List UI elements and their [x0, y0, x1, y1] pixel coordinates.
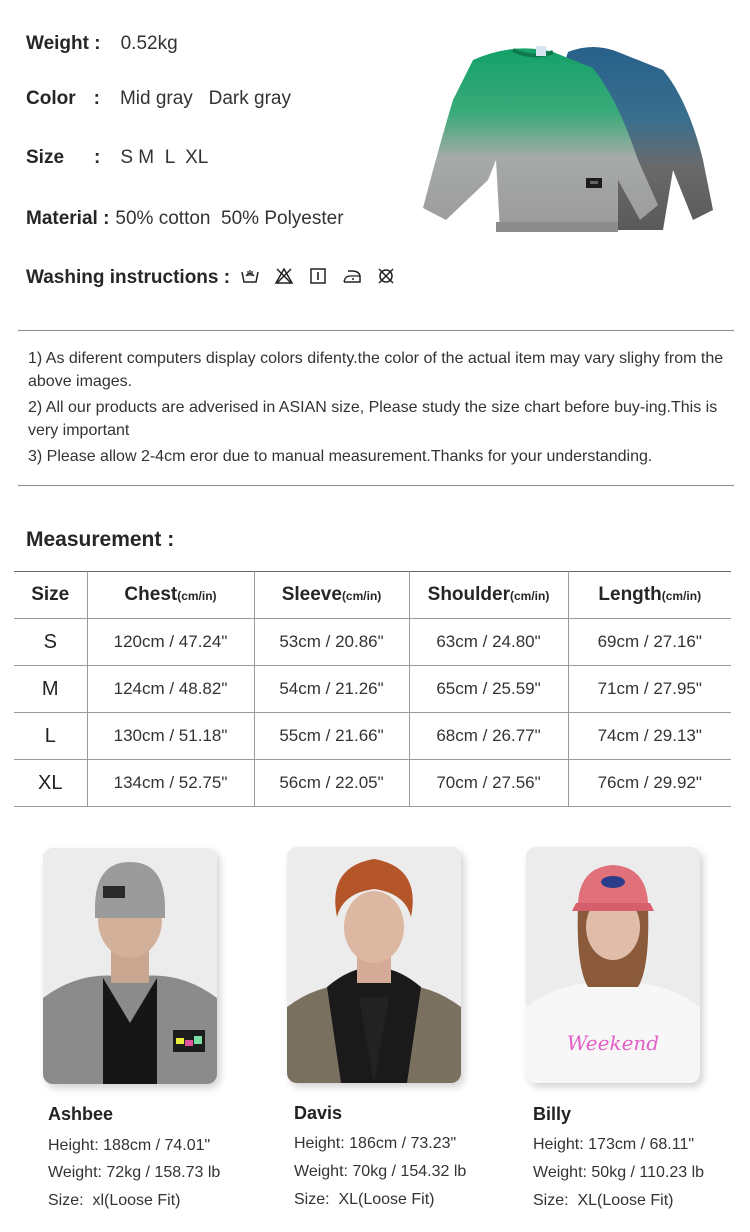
shoulder-cell: 70cm / 27.56" [409, 760, 568, 807]
do-not-dry-clean-icon [376, 267, 396, 285]
table-row [14, 713, 731, 760]
spec-weight [26, 33, 178, 55]
size-label: Size [26, 147, 65, 168]
chest-cell: 124cm / 48.82" [87, 666, 254, 713]
model-weight-billy: Weight: 50kg / 110.23 lb [533, 1164, 705, 1181]
sleeve-cell: 53cm / 20.86" [254, 619, 409, 666]
model-photo-davis [287, 847, 461, 1083]
do-not-bleach-icon [274, 267, 294, 285]
spec-color [26, 88, 291, 110]
size-cell: L [14, 713, 87, 760]
divider-bottom [18, 485, 734, 486]
model-size-billy: Size: XL(Loose Fit) [533, 1192, 674, 1209]
note-1: 1) As diferent computers display colors difenty.the color of the actual item may vary slighy from the above images. [28, 350, 724, 390]
size-colon: : [94, 147, 101, 168]
sleeve-cell: 55cm / 21.66" [254, 713, 409, 760]
measurement-title: Measurement : [26, 528, 175, 551]
color-label: Color [26, 88, 76, 109]
length-cell: 76cm / 29.92" [568, 760, 731, 807]
sleeve-cell: 56cm / 22.05" [254, 760, 409, 807]
shoulder-cell: 68cm / 26.77" [409, 713, 568, 760]
model-name-davis: Davis [294, 1103, 343, 1123]
model-name-ashbee: Ashbee [48, 1104, 114, 1124]
shoulder-cell: 65cm / 25.59" [409, 666, 568, 713]
size-chart-table [14, 571, 731, 807]
header-size: Size [14, 572, 87, 619]
model-size-davis: Size: XL(Loose Fit) [294, 1191, 435, 1208]
table-row [14, 760, 731, 807]
spec-washing [26, 265, 396, 289]
model-photo-billy [526, 847, 700, 1083]
length-cell: 71cm / 27.95" [568, 666, 731, 713]
iron-low-icon [342, 267, 362, 285]
model-height-davis: Height: 186cm / 73.23" [294, 1135, 457, 1152]
length-cell: 74cm / 29.13" [568, 713, 731, 760]
note-3: 3) Please allow 2-4cm eror due to manual measurement.Thanks for your understanding. [28, 448, 653, 465]
model-name-billy: Billy [533, 1104, 572, 1124]
model-billy-image [526, 847, 700, 1083]
table-header-row [14, 572, 731, 619]
model-weight-davis: Weight: 70kg / 154.32 lb [294, 1163, 467, 1180]
divider-top [18, 330, 734, 331]
model-davis-image [287, 847, 461, 1083]
washing-icons [240, 267, 396, 285]
header-length: Length(cm/in) [568, 572, 731, 619]
model-photo-ashbee [43, 848, 217, 1084]
header-chest: Chest(cm/in) [87, 572, 254, 619]
model-ashbee-image [43, 848, 217, 1084]
chest-cell: 130cm / 51.18" [87, 713, 254, 760]
header-shoulder: Shoulder(cm/in) [409, 572, 568, 619]
product-sweatshirt-image [418, 40, 723, 240]
size-cell: XL [14, 760, 87, 807]
model-height-billy: Height: 173cm / 68.11" [533, 1136, 695, 1153]
color-colon: : [93, 88, 100, 109]
table-row [14, 666, 731, 713]
material-label: Material : [26, 208, 110, 229]
washing-label: Washing instructions : [26, 267, 231, 288]
weight-label: Weight : [26, 33, 101, 54]
weight-value: 0.52kg [120, 33, 178, 54]
length-cell: 69cm / 27.16" [568, 619, 731, 666]
header-sleeve: Sleeve(cm/in) [254, 572, 409, 619]
table-row [14, 619, 731, 666]
print-text: Weekend [566, 1031, 660, 1055]
size-value: S M L XL [120, 147, 209, 168]
size-cell: S [14, 619, 87, 666]
model-size-ashbee: Size: xl(Loose Fit) [48, 1192, 181, 1209]
model-weight-ashbee: Weight: 72kg / 158.73 lb [48, 1164, 221, 1181]
size-cell: M [14, 666, 87, 713]
spec-size [26, 147, 208, 169]
spec-material [26, 208, 344, 230]
material-value: 50% cotton 50% Polyester [115, 208, 344, 229]
model-height-ashbee: Height: 188cm / 74.01" [48, 1137, 211, 1154]
shoulder-cell: 63cm / 24.80" [409, 619, 568, 666]
chest-cell: 120cm / 47.24" [87, 619, 254, 666]
hand-wash-icon [240, 267, 260, 285]
notes [28, 347, 728, 471]
chest-cell: 134cm / 52.75" [87, 760, 254, 807]
sleeve-cell: 54cm / 21.26" [254, 666, 409, 713]
color-value: Mid gray Dark gray [119, 88, 291, 109]
tumble-dry-icon [308, 267, 328, 285]
note-2: 2) All our products are adverised in ASIAN size, Please study the size chart before buy-ing.This is very important [28, 399, 718, 439]
